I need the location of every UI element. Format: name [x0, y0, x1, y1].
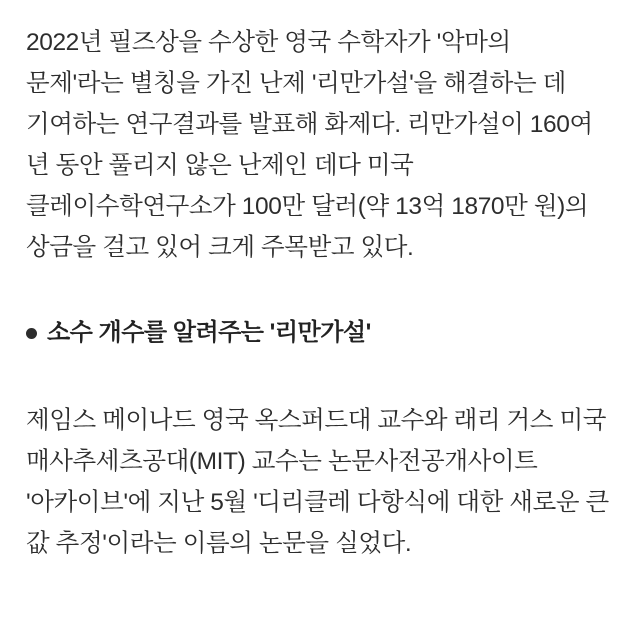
article-subheading-row [26, 314, 614, 352]
article-subheading: 소수 개수를 알려주는 '리만가설' [47, 319, 371, 346]
article-paragraph-1: 2022년 필즈상을 수상한 영국 수학자가 '악마의 문제'라는 별칭을 가진 난제 '리만가설'을 해결하는 데 기여하는 연구결과를 발표해 화제다. 리만가설이 160여 년 동안 풀리지 않은 난제인 데다 미국 클레이수학연구소가 100만 달러(약 13억 1870만 원)의 상금을 걸고 있어 크게 주목받고 있다. [26, 29, 593, 261]
bullet-dot-icon [26, 328, 37, 339]
article-paragraph-2: 제임스 메이나드 영국 옥스퍼드대 교수와 래리 거스 미국 매사추세츠공대(MIT) 교수는 논문사전공개사이트 '아카이브'에 지난 5월 '디리클레 다항식에 대한 새로운 큰 값 추정'이라는 이름의 논문을 실었다. [26, 407, 609, 557]
